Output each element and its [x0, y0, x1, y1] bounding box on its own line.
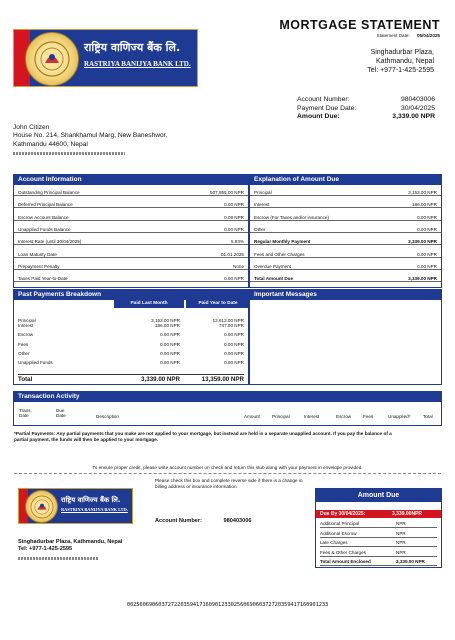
past-payments-last: 0.00 NPR [160, 350, 180, 356]
stub-due-by-value: 3,339.00NPR [392, 511, 423, 517]
stub-address [18, 539, 122, 560]
explanation-row [250, 215, 441, 221]
statement-title: MORTGAGE STATEMENT [279, 18, 440, 32]
explanation-panel [249, 174, 442, 288]
stub-amount-line-value: NPR [396, 530, 406, 536]
stub-handwritten-mark [18, 557, 98, 560]
account-info-row-value: 5.93% [230, 239, 244, 245]
col-due-date: Due Date [56, 408, 66, 418]
past-payments-last: 3,153.00 NPR [151, 318, 180, 323]
stub-amount-line [320, 519, 437, 528]
past-payments-panel [13, 289, 249, 385]
customer-address-line2: Kathmandu 44600, Nepal [13, 140, 88, 148]
stub-due-by-row [316, 510, 441, 518]
past-payments-label: Other [18, 350, 30, 356]
explanation-row-label: Overdue Payment [254, 263, 292, 269]
account-info-row [14, 239, 248, 245]
account-info-row-label: Interest Rate (until 30/04/2025) [18, 239, 82, 245]
account-info-row-value: 0.00 NPR [224, 276, 244, 282]
col-interest: Interest [304, 414, 320, 419]
stub-amount-due-box [315, 488, 442, 568]
stub-amount-line-label: Fees & Other Charges [320, 549, 366, 555]
past-payments-ytd: 0.00 NPR [224, 360, 244, 366]
past-payments-last: 0.00 NPR [160, 341, 180, 347]
explanation-row-label: Principal [254, 190, 272, 195]
stub-bank-name-devanagari: राष्ट्रिय वाणिज्य बैंक लि. [61, 496, 121, 504]
past-payments-total-row [18, 374, 244, 384]
payment-due-label: Payment Due Date: [297, 104, 357, 112]
branch-address-line3: Tel: +977-1-425-2595 [367, 67, 434, 74]
explanation-row-value: 0.00 NPR [417, 214, 437, 220]
past-payments-total-ytd: 13,359.00 NPR [201, 376, 244, 383]
past-payments-ytd: 0.00 NPR [224, 341, 244, 347]
handwritten-mark [13, 152, 125, 155]
branch-address-line1: Singhadurbar Plaza, [370, 49, 434, 56]
partial-payments-note: *Partial Payments: Any partial payments that you make are not applied to your mortgage, but instead are held in a separate unapplied account. If you pay the balance of a partial payment, the funds will then be applied to your mortgage. [14, 431, 392, 442]
payment-due-value: 30/04/2025 [400, 104, 435, 112]
bank-name-devanagari: राष्ट्रिय वाणिज्य बैंक लि. [84, 41, 181, 54]
bank-name-english: RASTRIYA BANIJYA BANK LTD. [84, 60, 191, 68]
transaction-header-row [14, 409, 441, 417]
past-payments-row [18, 342, 244, 348]
explanation-row-label: Fees and Other Charges [254, 251, 305, 257]
past-payments-total-label: Total [18, 376, 33, 383]
explanation-row [250, 264, 441, 270]
explanation-row-value: 0.00 NPR [417, 226, 437, 232]
past-payments-label: Principal [18, 318, 36, 323]
col-principal: Principal [272, 414, 290, 419]
col-amount: Amount [244, 414, 260, 419]
account-summary [297, 96, 435, 122]
statement-date [377, 33, 440, 38]
account-info-row [14, 252, 248, 258]
past-payments-last: 186.00 NPR [154, 323, 180, 328]
col-unapplied: Unapplied* [388, 414, 411, 419]
explanation-row-value: 0.00 NPR [417, 263, 437, 269]
stub-due-by-label: Due By 30/04/2025: [320, 511, 366, 517]
account-info-row-label: Loan Maturity Date [18, 251, 57, 257]
col-escrow: Escrow [336, 414, 352, 419]
branch-address-line2: Kathmandu, Nepal [376, 58, 434, 65]
account-info-row-label: Taxes Paid Year-to-Date [18, 276, 68, 282]
past-payments-ytd: 0.00 NPR [224, 350, 244, 356]
transaction-activity-panel [13, 391, 442, 426]
stub-address-line2: Tel: +977-1-425-2595 [18, 546, 73, 552]
stub-amount-line-value: NPR [396, 540, 406, 546]
past-payments-label: Interest [18, 323, 34, 328]
account-information-heading: Account Information [14, 175, 248, 185]
past-payments-label: Unapplied Funds [18, 360, 53, 366]
stub-amount-line-value: NPR [396, 521, 406, 526]
explanation-row-value: 186.00 NPR [411, 202, 437, 208]
account-info-row-value: 0.09 NPR [224, 214, 244, 220]
stub-amount-line [320, 529, 437, 538]
past-payments-heading: Past Payments Breakdown [14, 290, 248, 300]
explanation-row [250, 190, 441, 196]
past-payments-row [18, 323, 244, 329]
account-number-value: 980403006 [400, 96, 435, 103]
account-info-row-value: 507,855.00 NPR [210, 190, 244, 195]
stub-amount-due-heading: Amount Due [316, 489, 441, 502]
stub-amount-line-label: Additional Escrow [320, 530, 357, 536]
account-info-row-value: None [233, 263, 244, 269]
col-fees: Fees [363, 414, 374, 419]
statement-date-label: Statement Date: [376, 33, 410, 38]
explanation-row [250, 227, 441, 233]
past-payments-row [18, 360, 244, 366]
branch-address [367, 48, 434, 75]
past-payments-col-ytd: Paid Year to Date [186, 300, 250, 308]
important-messages-panel [249, 289, 442, 385]
stub-amount-line-label: Total Amount Enclosed [320, 559, 371, 565]
stub-amount-line-label: Additional Principal [320, 521, 360, 526]
explanation-heading: Explanation of Amount Due [250, 175, 441, 185]
explanation-row [250, 239, 441, 245]
stub-amount-line [320, 538, 437, 547]
past-payments-col-last: Paid Last Month [114, 300, 184, 308]
past-payments-ytd: 12,612.00 NPR [212, 318, 244, 323]
past-payments-row [18, 351, 244, 357]
explanation-row-value: 3,339.00 NPR [408, 276, 437, 282]
past-payments-label: Escrow [18, 332, 34, 338]
past-payments-total-last: 3,339.00 NPR [141, 376, 180, 383]
col-description: Description [96, 414, 119, 419]
account-info-row-value: 0.00 NPR [224, 226, 244, 232]
explanation-row [250, 202, 441, 208]
past-payments-row [18, 332, 244, 338]
account-number-label: Account Number: [297, 96, 350, 103]
past-payments-ytd: 747.00 NPR [218, 323, 244, 328]
explanation-row-value: 0.00 NPR [417, 251, 437, 257]
account-info-row-label: Unapplied Funds Balance [18, 226, 71, 232]
stub-address-line1: Singhadurbar Plaza, Kathmandu, Nepal [18, 539, 123, 545]
account-info-row-value: 01.01.2025 [221, 251, 244, 257]
past-payments-ytd: 0.00 NPR [224, 332, 244, 338]
important-messages-heading: Important Messages [250, 290, 441, 300]
account-info-row [14, 215, 248, 221]
stub-bank-emblem-icon [25, 490, 58, 523]
explanation-row-value: 3,339.00 NPR [408, 239, 437, 245]
col-total: Total [423, 414, 433, 419]
account-info-row [14, 202, 248, 208]
account-info-row [14, 264, 248, 270]
transaction-activity-heading: Transaction Activity [14, 392, 441, 402]
explanation-row-label: Escrow (For Taxes and/or insurance) [254, 214, 329, 220]
stub-bank-name-english: RASTRIYA BANIJYA BANK LTD. [61, 507, 128, 512]
stub-amount-line-value: 3,339.00 NPR [396, 559, 425, 565]
explanation-row-label: Interest [254, 202, 270, 208]
account-information-panel [13, 174, 249, 288]
account-info-row-label: Prepayment Penalty [18, 263, 60, 269]
customer-address-line1: House No. 214, Shankhamul Marg, New Baneshwor, [13, 132, 168, 140]
amount-due-value: 3,339.00 NPR [392, 113, 435, 120]
customer-address [13, 124, 167, 155]
stub-check-note: Please check this box and complete reverse side if there is a change in billing address or insurance information. [155, 478, 303, 489]
explanation-row [250, 276, 441, 282]
past-payments-last: 0.00 NPR [160, 360, 180, 366]
past-payments-label: Fees [18, 341, 29, 347]
bank-emblem-icon [25, 32, 79, 86]
col-trans-date: Trans. Date [19, 408, 32, 418]
past-payments-last: 0.00 NPR [160, 332, 180, 338]
amount-due-label: Amount Due: [297, 113, 340, 120]
account-info-row-label: Deferred Principal Balance [18, 202, 73, 208]
account-info-row-value: 0.00 NPR [224, 202, 244, 208]
account-info-row [14, 190, 248, 196]
stub-amount-line-label: Late Charges [320, 540, 348, 546]
customer-name: John Citizen [13, 124, 50, 131]
explanation-row [250, 252, 441, 258]
stub-bank-logo [18, 488, 133, 524]
stub-amount-line-value: NPR [396, 549, 406, 555]
stub-account-number-label: Account Number: [155, 518, 202, 524]
stub-amount-line [320, 548, 437, 557]
account-info-row-label: Escrow Account Balance [18, 214, 69, 220]
tear-line [14, 473, 441, 474]
stub-account-number [155, 518, 252, 524]
account-info-row-label: Outstanding Principal Balance [18, 190, 80, 195]
stub-account-number-value: 980403006 [223, 518, 252, 524]
account-info-row [14, 276, 248, 282]
explanation-row-label: Other [254, 226, 266, 232]
stub-instruction: To ensure proper credit, please write account number on check and return this stub along with your payment in envelope provided. [92, 465, 363, 470]
account-info-row [14, 227, 248, 233]
explanation-row-value: 3,153.00 NPR [408, 190, 437, 195]
bank-logo [13, 29, 198, 87]
micr-line: 0025606906037272203594171609012330256069060372720359417160901233 [126, 602, 329, 608]
explanation-row-label: Total Amount Due [254, 276, 294, 282]
stub-amount-line [320, 557, 437, 566]
statement-date-value: 05/04/2025 [417, 33, 440, 38]
explanation-row-label: Regular Monthly Payment [254, 239, 311, 245]
